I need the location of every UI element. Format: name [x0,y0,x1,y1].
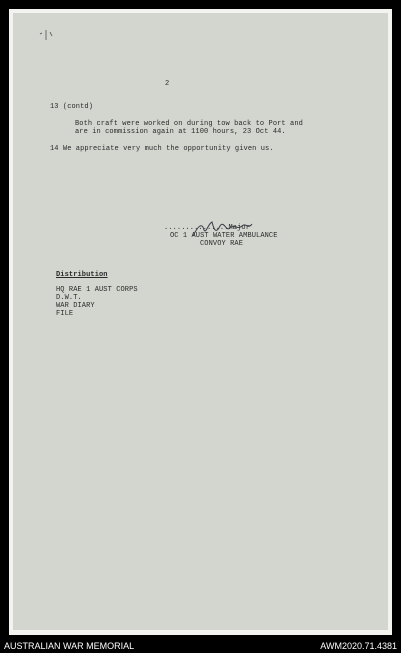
distribution-item: WAR DIARY [56,302,95,310]
page-number: 2 [165,80,170,88]
footer-catalogue-id: AWM2020.71.4381 [320,641,397,651]
distribution-heading: Distribution [56,271,108,279]
para14-line: 14 We appreciate very much the opportunity given us. [50,145,274,153]
signature-title2: CONVOY RAE [200,240,244,248]
signature-title1: OC 1 AUST WATER AMBULANCE [170,232,278,240]
distribution-item: HQ RAE 1 AUST CORPS [56,286,138,294]
para13-line2: are in commission again at 1100 hours, 23 Oct 44. [75,128,286,136]
footer-institution: AUSTRALIAN WAR MEMORIAL [4,641,135,651]
signature-line: ...............Major [164,224,251,232]
distribution-item: FILE [56,310,74,318]
para13-line1: Both craft were worked on during tow back to Port and [75,120,303,128]
distribution-item: D.W.T. [56,294,82,302]
pencil-mark [38,26,58,44]
para13-heading: 13 (contd) [50,103,94,111]
